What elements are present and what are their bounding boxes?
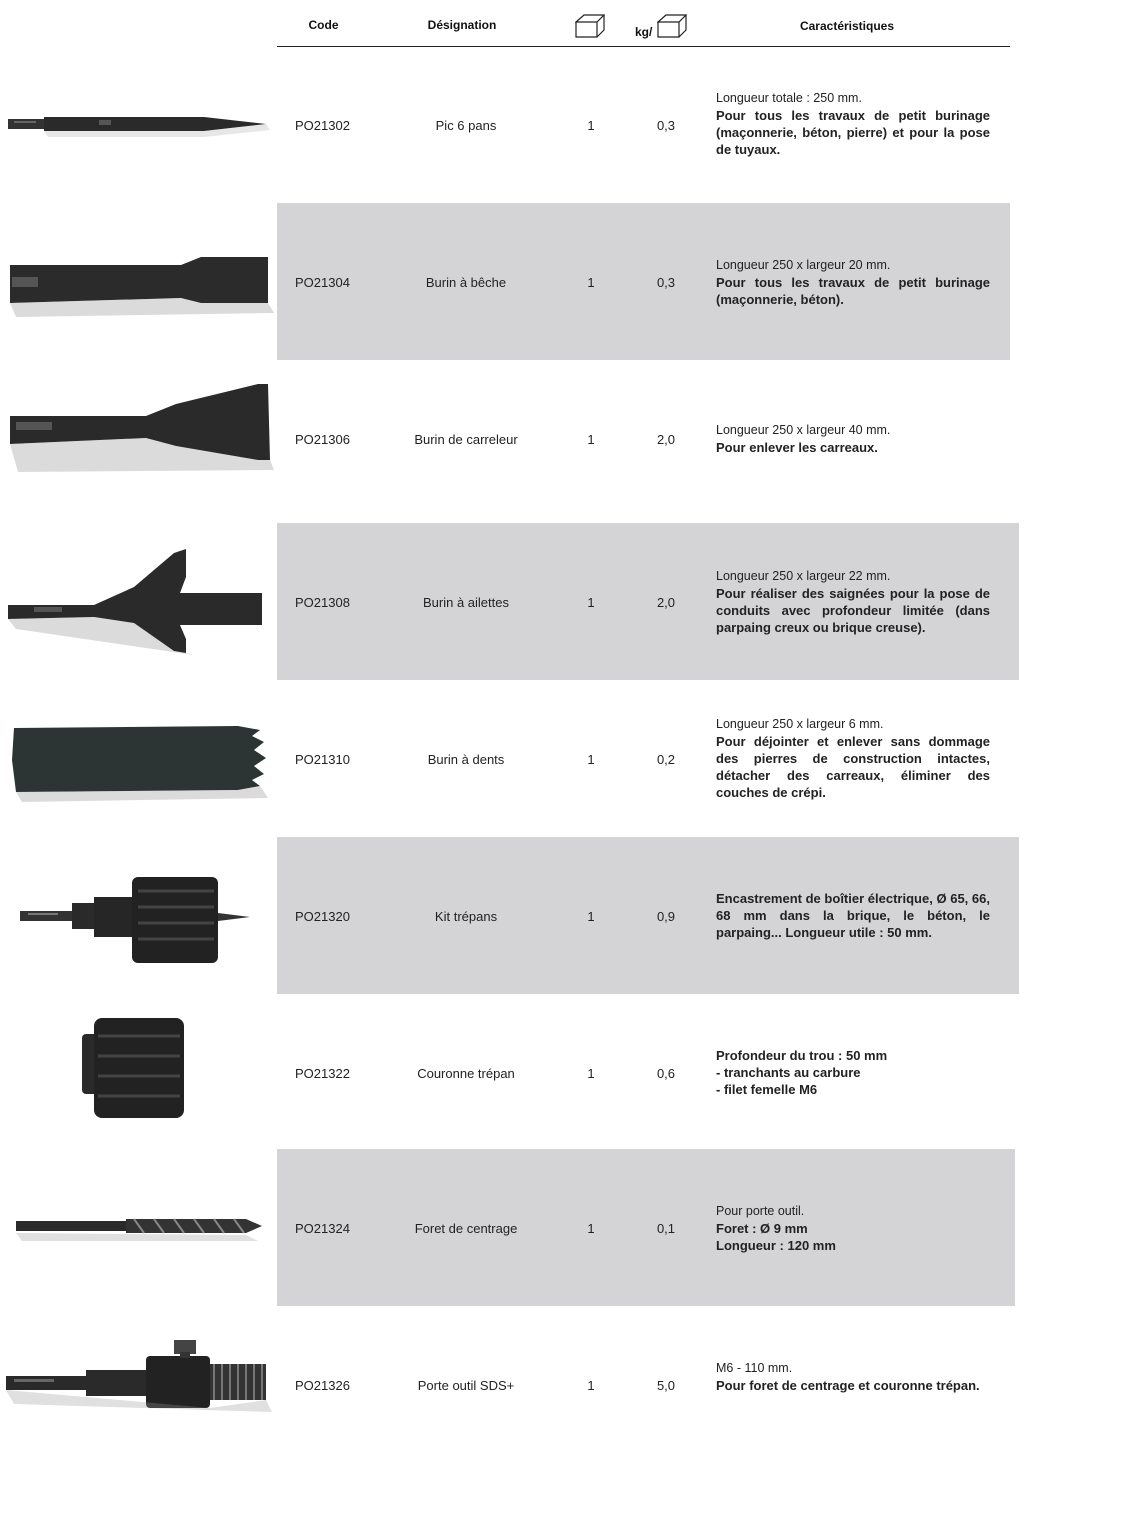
product-caracteristiques [716, 422, 990, 456]
carac-lead: Longueur 250 x largeur 20 mm. [716, 258, 891, 272]
product-code: PO21326 [295, 1378, 350, 1393]
product-quantity: 1 [587, 909, 595, 924]
table-row [0, 203, 1128, 360]
product-caracteristiques [716, 1203, 990, 1254]
winged-chisel-image [4, 547, 274, 662]
carac-lead: M6 - 110 mm. [716, 1361, 793, 1375]
table-header [277, 0, 1010, 47]
product-quantity: 1 [587, 752, 595, 767]
carac-lead: Longueur totale : 250 mm. [716, 91, 862, 105]
core-bit-image [78, 1014, 190, 1129]
product-designation: Burin à bêche [425, 275, 507, 290]
carac-detail: Pour tous les travaux de petit burinage (maçonnerie, béton). [716, 275, 990, 307]
carac-detail: Pour tous les travaux de petit burinage (maçonnerie, béton, pierre) et pour la pose de tuyaux. [716, 108, 990, 157]
table-row [0, 523, 1128, 680]
product-code: PO21306 [295, 432, 350, 447]
table-row [0, 360, 1128, 517]
table-row [0, 1149, 1128, 1306]
sds-adapter-image [4, 1334, 274, 1431]
product-designation: Burin de carreleur [414, 432, 518, 447]
table-row [0, 680, 1128, 837]
product-quantity: 1 [587, 118, 595, 133]
core-drill-kit-image [18, 873, 258, 974]
product-weight: 0,1 [656, 1221, 676, 1236]
product-caracteristiques [716, 568, 990, 636]
product-weight: 0,3 [656, 275, 676, 290]
product-quantity: 1 [587, 595, 595, 610]
carac-detail: Profondeur du trou : 50 mm - tranchants au carbure - filet femelle M6 [716, 1048, 888, 1097]
carac-lead: Longueur 250 x largeur 22 mm. [716, 569, 891, 583]
toothed-chisel-image [8, 720, 274, 811]
product-caracteristiques [716, 890, 990, 941]
table-row [0, 837, 1128, 994]
carac-lead: Pour porte outil. [716, 1204, 805, 1218]
header-kg: kg/ [635, 25, 653, 39]
table-row [0, 46, 1128, 203]
product-quantity: 1 [587, 432, 595, 447]
carac-detail: Foret : Ø 9 mm Longueur : 120 mm [716, 1221, 836, 1253]
product-designation: Porte outil SDS+ [417, 1378, 515, 1393]
product-designation: Pic 6 pans [435, 118, 497, 133]
header-designation: Désignation [427, 18, 497, 32]
product-weight: 0,9 [656, 909, 676, 924]
table-row [0, 1306, 1128, 1463]
carac-detail: Pour déjointer et enlever sans dommage des pierres de construction intactes, détacher des carreaux, éliminer des couches de crépi. [716, 734, 990, 800]
weight-per-box-header [635, 13, 693, 39]
product-weight: 2,0 [656, 595, 676, 610]
box-quantity-icon [575, 13, 605, 39]
flat-chisel-image [6, 253, 276, 328]
carac-detail: Pour réaliser des saignées pour la pose de conduits avec profondeur limitée (dans parpaing creux ou brique creuse). [716, 586, 990, 635]
product-code: PO21324 [295, 1221, 350, 1236]
product-caracteristiques [716, 1360, 990, 1394]
product-weight: 5,0 [656, 1378, 676, 1393]
product-caracteristiques [716, 1047, 990, 1098]
pointed-chisel-image [4, 104, 274, 149]
product-designation: Couronne trépan [417, 1066, 515, 1081]
product-caracteristiques [716, 716, 990, 801]
product-code: PO21302 [295, 118, 350, 133]
box-weight-icon [657, 13, 687, 39]
product-quantity: 1 [587, 1378, 595, 1393]
carac-detail: Pour enlever les carreaux. [716, 440, 878, 455]
product-weight: 0,6 [656, 1066, 676, 1081]
header-caracteristiques: Caractéristiques [799, 19, 895, 33]
header-code: Code [308, 18, 339, 32]
product-weight: 0,2 [656, 752, 676, 767]
carac-detail: Pour foret de centrage et couronne trépan. [716, 1378, 980, 1393]
product-weight: 2,0 [656, 432, 676, 447]
product-code: PO21322 [295, 1066, 350, 1081]
product-designation: Burin à dents [427, 752, 505, 767]
product-designation: Kit trépans [434, 909, 498, 924]
product-code: PO21304 [295, 275, 350, 290]
product-caracteristiques [716, 257, 990, 308]
product-quantity: 1 [587, 1221, 595, 1236]
tile-chisel-image [6, 380, 276, 485]
product-weight: 0,3 [656, 118, 676, 133]
carac-lead: Longueur 250 x largeur 40 mm. [716, 423, 891, 437]
product-code: PO21320 [295, 909, 350, 924]
centering-drill-image [14, 1209, 266, 1254]
product-quantity: 1 [587, 275, 595, 290]
carac-lead: Longueur 250 x largeur 6 mm. [716, 717, 884, 731]
product-caracteristiques [716, 90, 990, 158]
table-row [0, 994, 1128, 1151]
product-designation: Foret de centrage [414, 1221, 518, 1236]
product-designation: Burin à ailettes [423, 595, 509, 610]
product-code: PO21310 [295, 752, 350, 767]
product-quantity: 1 [587, 1066, 595, 1081]
carac-detail: Encastrement de boîtier électrique, Ø 65, 66, 68 mm dans la brique, le béton, le parpaing... Longueur utile : 50 mm. [716, 891, 990, 940]
product-code: PO21308 [295, 595, 350, 610]
